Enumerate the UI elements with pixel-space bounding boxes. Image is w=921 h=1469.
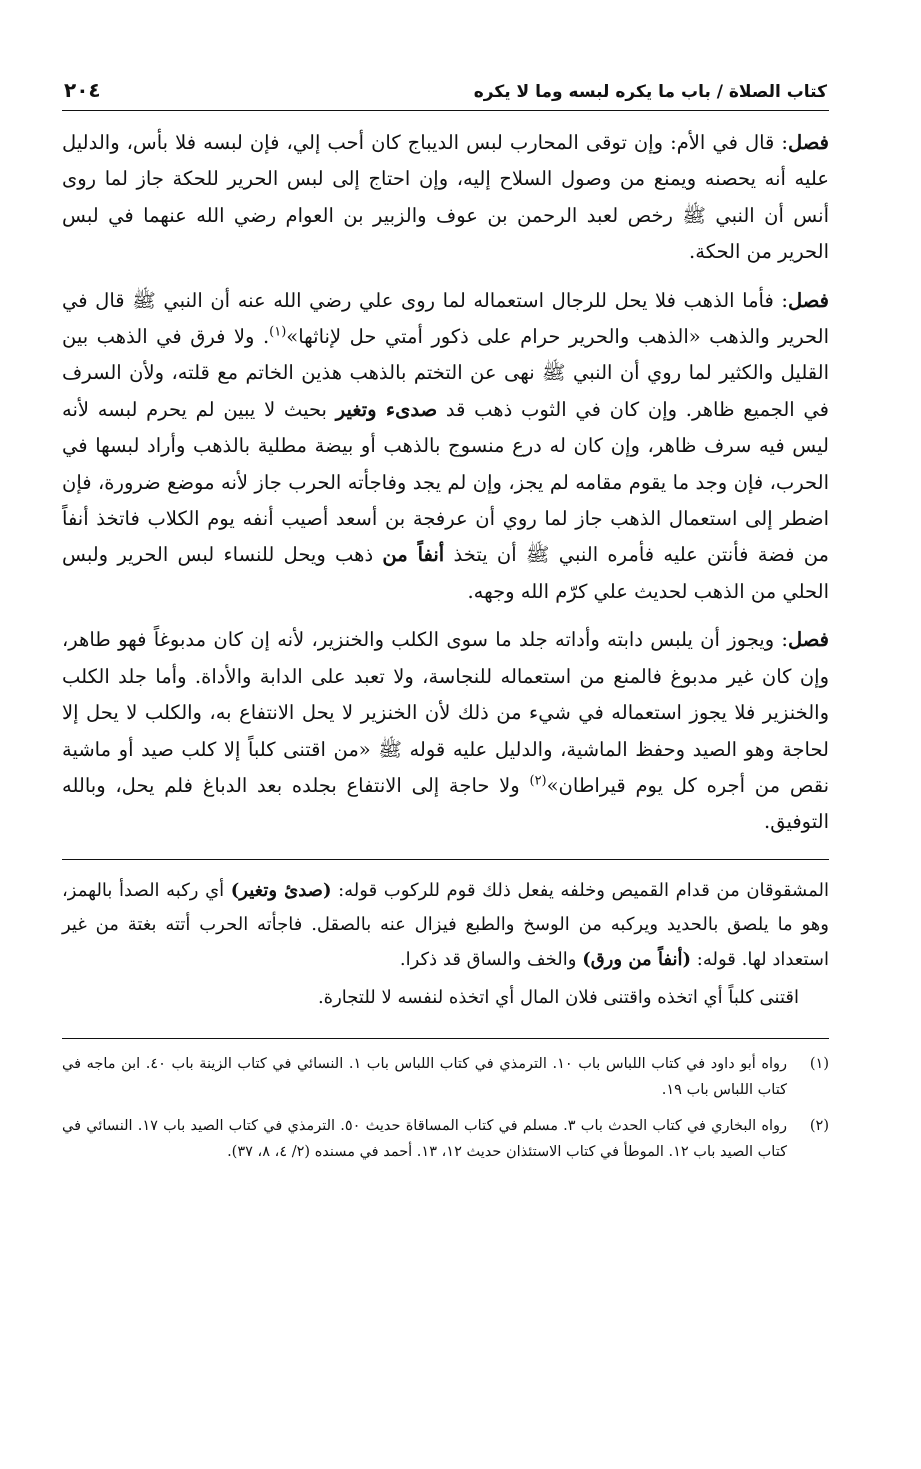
paragraph-3 [62,622,829,840]
gloss-term: (صدئ وتغير) [230,879,332,901]
gloss-paragraph-2: اقتنى كلباً أي اتخذه واقتنى فلان المال أي اتخذه لنفسه لا للتجارة. [317,987,799,1009]
gloss-paragraph-1 [62,874,829,978]
footnote-text: رواه أبو داود في كتاب اللباس باب ١٠. الترمذي في كتاب اللباس باب ١. النسائي في كتاب الزينة باب ٤٠. ابن ماجه في كتاب اللباس باب ١٩. [62,1055,788,1098]
gloss-text: المشقوقان من قدام القميص وخلفه يفعل ذلك قوم للركوب قوله: [331,879,829,901]
footnote-number: (٢) [809,1117,829,1134]
gloss-section [62,874,829,1016]
paragraph-text: ولا حاجة إلى الانتفاع بجلده بعد الدباغ فلم يحل، وبالله التوفيق. [62,773,829,834]
section-label: فصل [788,288,829,312]
section-label: فصل [788,131,829,154]
footnote-number: (١) [809,1055,829,1072]
footnote-text: رواه البخاري في كتاب الحدث باب ٣. مسلم في كتاب المساقاة حديث ٥٠. الترمذي في كتاب الصيد باب ١٧. النسائي في كتاب الصيد باب ١٢. الموطأ في كتاب الاستئذان حديث ١٢، ١٣. أحمد في مسنده (٢/ ٤، ٨، ٣٧). [62,1117,787,1160]
footnote-divider [62,1038,829,1039]
footnote-2 [62,1113,829,1165]
paragraph-1 [62,125,829,271]
page-number: ٢٠٤ [64,78,101,102]
paragraph-text: بحيث لا يبين لم يحرم لبسه لأنه ليس فيه سرف ظاهر، وإن كان له درع منسوج بالذهب أو بيضة مطلية بالذهب وأراد لبسها في الحرب، فإن وجد ما يقوم مقامه لم يجز، وإن لم يجد وفاجأته الحرب جاز لأنه موضع ضرورة، فإن اضطر إلى استعمال الذهب جاز لما روي أن عرفجة بن أسعد أصيب أنفه يوم الكلاب فاتخذ أنفاً من فضة فأنتن عليه فأمره النبي ﷺ أن يتخذ [62,397,829,567]
paragraph-text: : ويجوز أن يلبس دابته وأداته جلد ما سوى الكلب والخنزير، لأنه إن كان مدبوغاً فهو طاهر، وإن كان غير مدبوغ فالمنع من استعماله للنجاسة، ولا تعبد على الدابة والأداة. وأما جلد الكلب والخنزير فلا يجوز استعماله في شيء من ذلك لأن الخنزير لا يحل الانتفاع به، والكلب لا يحل إلا لحاجة وهو الصيد وحفظ الماشية، والدليل عليه قوله ﷺ «من اقتنى كلباً إلا كلب صيد أو ماشية نقص من أجره كل يوم قيراطان» [62,628,829,797]
footnote-1 [62,1051,829,1103]
gloss-divider [62,859,829,860]
footnotes [62,1051,829,1165]
running-title: كتاب الصلاة / باب ما يكره لبسه وما لا يكره [473,82,827,102]
paragraph-2 [62,283,829,611]
paragraph-text: : قال في الأم: وإن توقى المحارب لبس الديباج كان أحب إلي، فإن لبسه فلا بأس، والدليل عليه أنه يحصنه ويمنع من وصول السلاح إليه، وإن احتاج إلى لبس الحرير للحكة جاز لما روى أنس أن النبي ﷺ رخص لعبد الرحمن بن عوف والزبير بن العوام رضي الله عنهما في لبس الحرير من الحكة. [62,131,829,264]
gloss-term: (أنفاً من ورق) [582,948,692,970]
footnote-ref-2[interactable]: (٢) [529,773,547,789]
footnote-ref-1[interactable]: (١) [269,324,287,340]
section-label: فصل [788,628,829,652]
paragraph-text: . ولا فرق في الذهب بين القليل والكثير لما روي أن النبي ﷺ نهى عن التختم بالذهب هذين الخاتم مع قلته، ولأن السرف في الجميع ظاهر. وإن كان في الثوب ذهب قد [62,325,829,421]
gloss-text: والخف والساق قد ذكرا. [399,948,583,970]
glossed-term: صدىء وتغير [335,397,438,421]
gloss-text: أي ركبه الصدأ بالهمز، وهو ما يلصق بالحديد ويركبه من الوسخ والطبع فيزال عنه بالصقل. فاجأته الحرب أتته بغتة من غير استعداد لها. قوله: [62,879,829,970]
glossed-term: أنفاً من [382,543,445,567]
page-header [62,78,829,110]
header-rule [62,110,829,111]
main-text [62,125,829,841]
paragraph-text: : فأما الذهب فلا يحل للرجال استعماله لما روى علي رضي الله عنه أن النبي ﷺ قال في الحرير والذهب «الذهب والحرير حرام على ذكور أمتي حل لإناثها» [62,288,829,349]
paragraph-text: ذهب ويحل للنساء لبس الحرير ولبس الحلي من الذهب لحديث علي كرّم الله وجهه. [62,543,829,603]
